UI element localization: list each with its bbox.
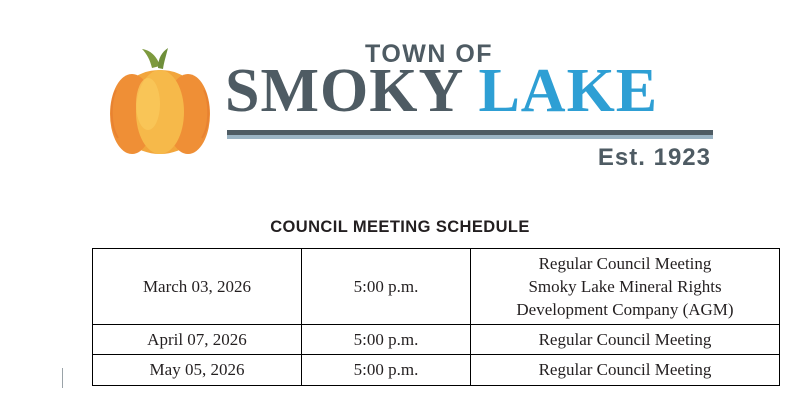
meeting-description (471, 325, 780, 355)
logo-name-smoky: SMOKY (225, 57, 462, 125)
meeting-description-line: Regular Council Meeting (538, 254, 712, 273)
council-meeting-schedule-table (92, 248, 780, 386)
table-row (93, 249, 780, 325)
meeting-description-line: Regular Council Meeting (538, 360, 712, 380)
logo-established-text: Est. 1923 (597, 144, 711, 171)
table-row (93, 325, 780, 355)
page-title: COUNCIL MEETING SCHEDULE (270, 218, 530, 236)
logo-main-name (225, 56, 658, 127)
table-row (93, 355, 780, 385)
page-edge-mark (62, 368, 63, 388)
pumpkin-icon (100, 40, 220, 160)
meeting-description-line: Smoky Lake Mineral Rights (528, 277, 722, 297)
meeting-date: April 07, 2026 (93, 325, 302, 355)
meeting-description (471, 355, 780, 385)
meeting-time: 5:00 p.m. (302, 249, 471, 325)
town-logo (95, 18, 715, 178)
logo-wordmark (225, 18, 715, 178)
meeting-description-line: Development Company (AGM) (516, 300, 734, 320)
meeting-date: May 05, 2026 (93, 355, 302, 385)
meeting-time: 5:00 p.m. (302, 325, 471, 355)
meeting-description (471, 249, 780, 325)
logo-rule-light (227, 135, 713, 139)
meeting-description-line: Regular Council Meeting (538, 330, 712, 350)
logo-town-of-text: TOWN OF (365, 40, 494, 68)
meeting-time: 5:00 p.m. (302, 355, 471, 385)
logo-name-lake: LAKE (478, 57, 659, 125)
meeting-date: March 03, 2026 (93, 249, 302, 325)
